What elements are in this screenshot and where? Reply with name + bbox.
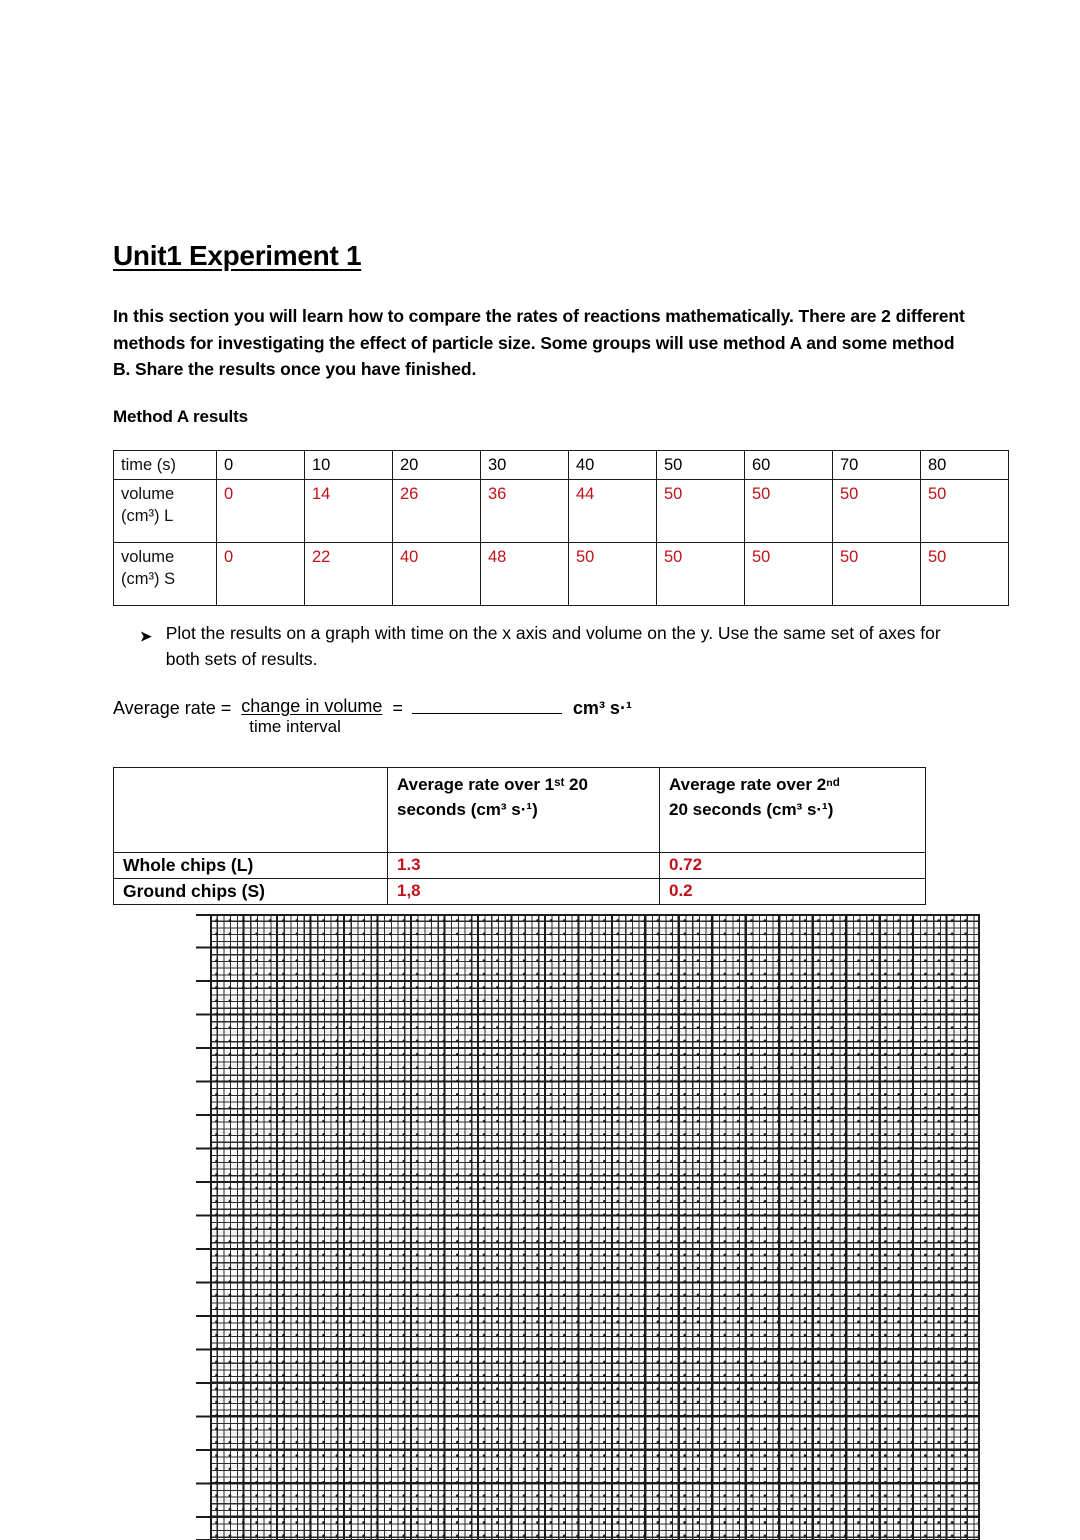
cell-volume-l-2: 26 [393, 480, 481, 543]
cell-time-2: 20 [393, 451, 481, 480]
row-label-time: time (s) [114, 451, 217, 480]
rates-ground-chips-first20: 1,8 [388, 879, 660, 905]
table-row-time [114, 451, 1009, 480]
rates-header-first-20s-line2: seconds (cm³ s·¹) [397, 800, 538, 819]
graph-border-top [196, 914, 980, 916]
rates-ground-chips-second20: 0.2 [660, 879, 926, 905]
formula-numerator: change in volume [241, 696, 383, 716]
row-label-volume-l-line2: (cm³) L [121, 507, 174, 525]
table-row-ground-chips [114, 879, 926, 905]
formula-equals: = [392, 698, 403, 718]
cell-volume-s-8: 50 [921, 543, 1009, 606]
intro-paragraph: In this section you will learn how to compare the rates of reactions mathematically. There are 2 different methods for investigating the effect of particle size. Some groups will use method A and some method B. Share the results once you have finished. [113, 306, 965, 379]
cell-volume-l-5: 50 [657, 480, 745, 543]
formula-fraction [239, 696, 384, 737]
arrow-bullet-icon: ➤ [140, 628, 152, 644]
rates-whole-chips-first20: 1.3 [388, 853, 660, 879]
graph-border-right [978, 914, 980, 1540]
formula-lead: Average rate = [113, 698, 232, 718]
rates-header-second-20s-line2: 20 seconds (cm³ s·¹) [669, 800, 834, 819]
cell-time-8: 80 [921, 451, 1009, 480]
method-a-results-table [113, 450, 1009, 606]
instruction-text: Plot the results on a graph with time on the x axis and volume on the y. Use the same set of axes for both sets of results. [165, 623, 941, 669]
section-heading-method-a: Method A results [113, 407, 249, 426]
cell-volume-l-7: 50 [833, 480, 921, 543]
cell-volume-s-4: 50 [569, 543, 657, 606]
average-rates-table [113, 767, 926, 905]
cell-time-4: 40 [569, 451, 657, 480]
table-row-volume-large [114, 480, 1009, 543]
cell-volume-l-8: 50 [921, 480, 1009, 543]
graph-grid-intersection-dots [210, 914, 980, 1540]
cell-volume-l-1: 14 [305, 480, 393, 543]
row-label-volume-l-line1: volume [121, 485, 175, 503]
cell-volume-s-1: 22 [305, 543, 393, 606]
rates-row-label-ground-chips: Ground chips (S) [114, 879, 388, 905]
average-rate-formula [113, 696, 632, 737]
cell-volume-l-6: 50 [745, 480, 833, 543]
cell-time-3: 30 [481, 451, 569, 480]
rates-row-label-whole-chips: Whole chips (L) [114, 853, 388, 879]
cell-volume-s-6: 50 [745, 543, 833, 606]
cell-volume-l-4: 44 [569, 480, 657, 543]
table-row-whole-chips [114, 853, 926, 879]
rates-whole-chips-second20: 0.72 [660, 853, 926, 879]
graph-paper[interactable] [196, 914, 980, 1540]
cell-time-6: 60 [745, 451, 833, 480]
cell-time-5: 50 [657, 451, 745, 480]
rates-corner-cell [114, 768, 388, 853]
row-label-volume-s-line2: (cm³) S [121, 570, 176, 588]
rates-header-first-20s [388, 768, 660, 853]
cell-volume-s-0: 0 [217, 543, 305, 606]
graph-border-left [210, 914, 212, 1540]
table-row-volume-small [114, 543, 1009, 606]
cell-volume-s-2: 40 [393, 543, 481, 606]
cell-time-0: 0 [217, 451, 305, 480]
page-title: Unit1 Experiment 1 [113, 240, 362, 271]
formula-answer-blank[interactable] [412, 696, 562, 714]
cell-volume-s-7: 50 [833, 543, 921, 606]
cell-volume-l-0: 0 [217, 480, 305, 543]
row-label-volume-l [114, 480, 217, 543]
cell-time-7: 70 [833, 451, 921, 480]
row-label-volume-s [114, 543, 217, 606]
instruction-bullet [140, 620, 950, 672]
rates-header-second-20s-line1: Average rate over 2ⁿᵈ [669, 775, 840, 794]
formula-denominator: time interval [249, 717, 341, 736]
cell-volume-l-3: 36 [481, 480, 569, 543]
row-label-volume-s-line1: volume [121, 548, 175, 566]
formula-units: cm³ s·¹ [572, 698, 632, 718]
graph-axis-tick-stubs [196, 914, 210, 1540]
cell-time-1: 10 [305, 451, 393, 480]
cell-volume-s-5: 50 [657, 543, 745, 606]
rates-header-first-20s-line1: Average rate over 1ˢᵗ 20 [397, 775, 588, 794]
table-row-rates-header [114, 768, 926, 853]
rates-header-second-20s [660, 768, 926, 853]
cell-volume-s-3: 48 [481, 543, 569, 606]
